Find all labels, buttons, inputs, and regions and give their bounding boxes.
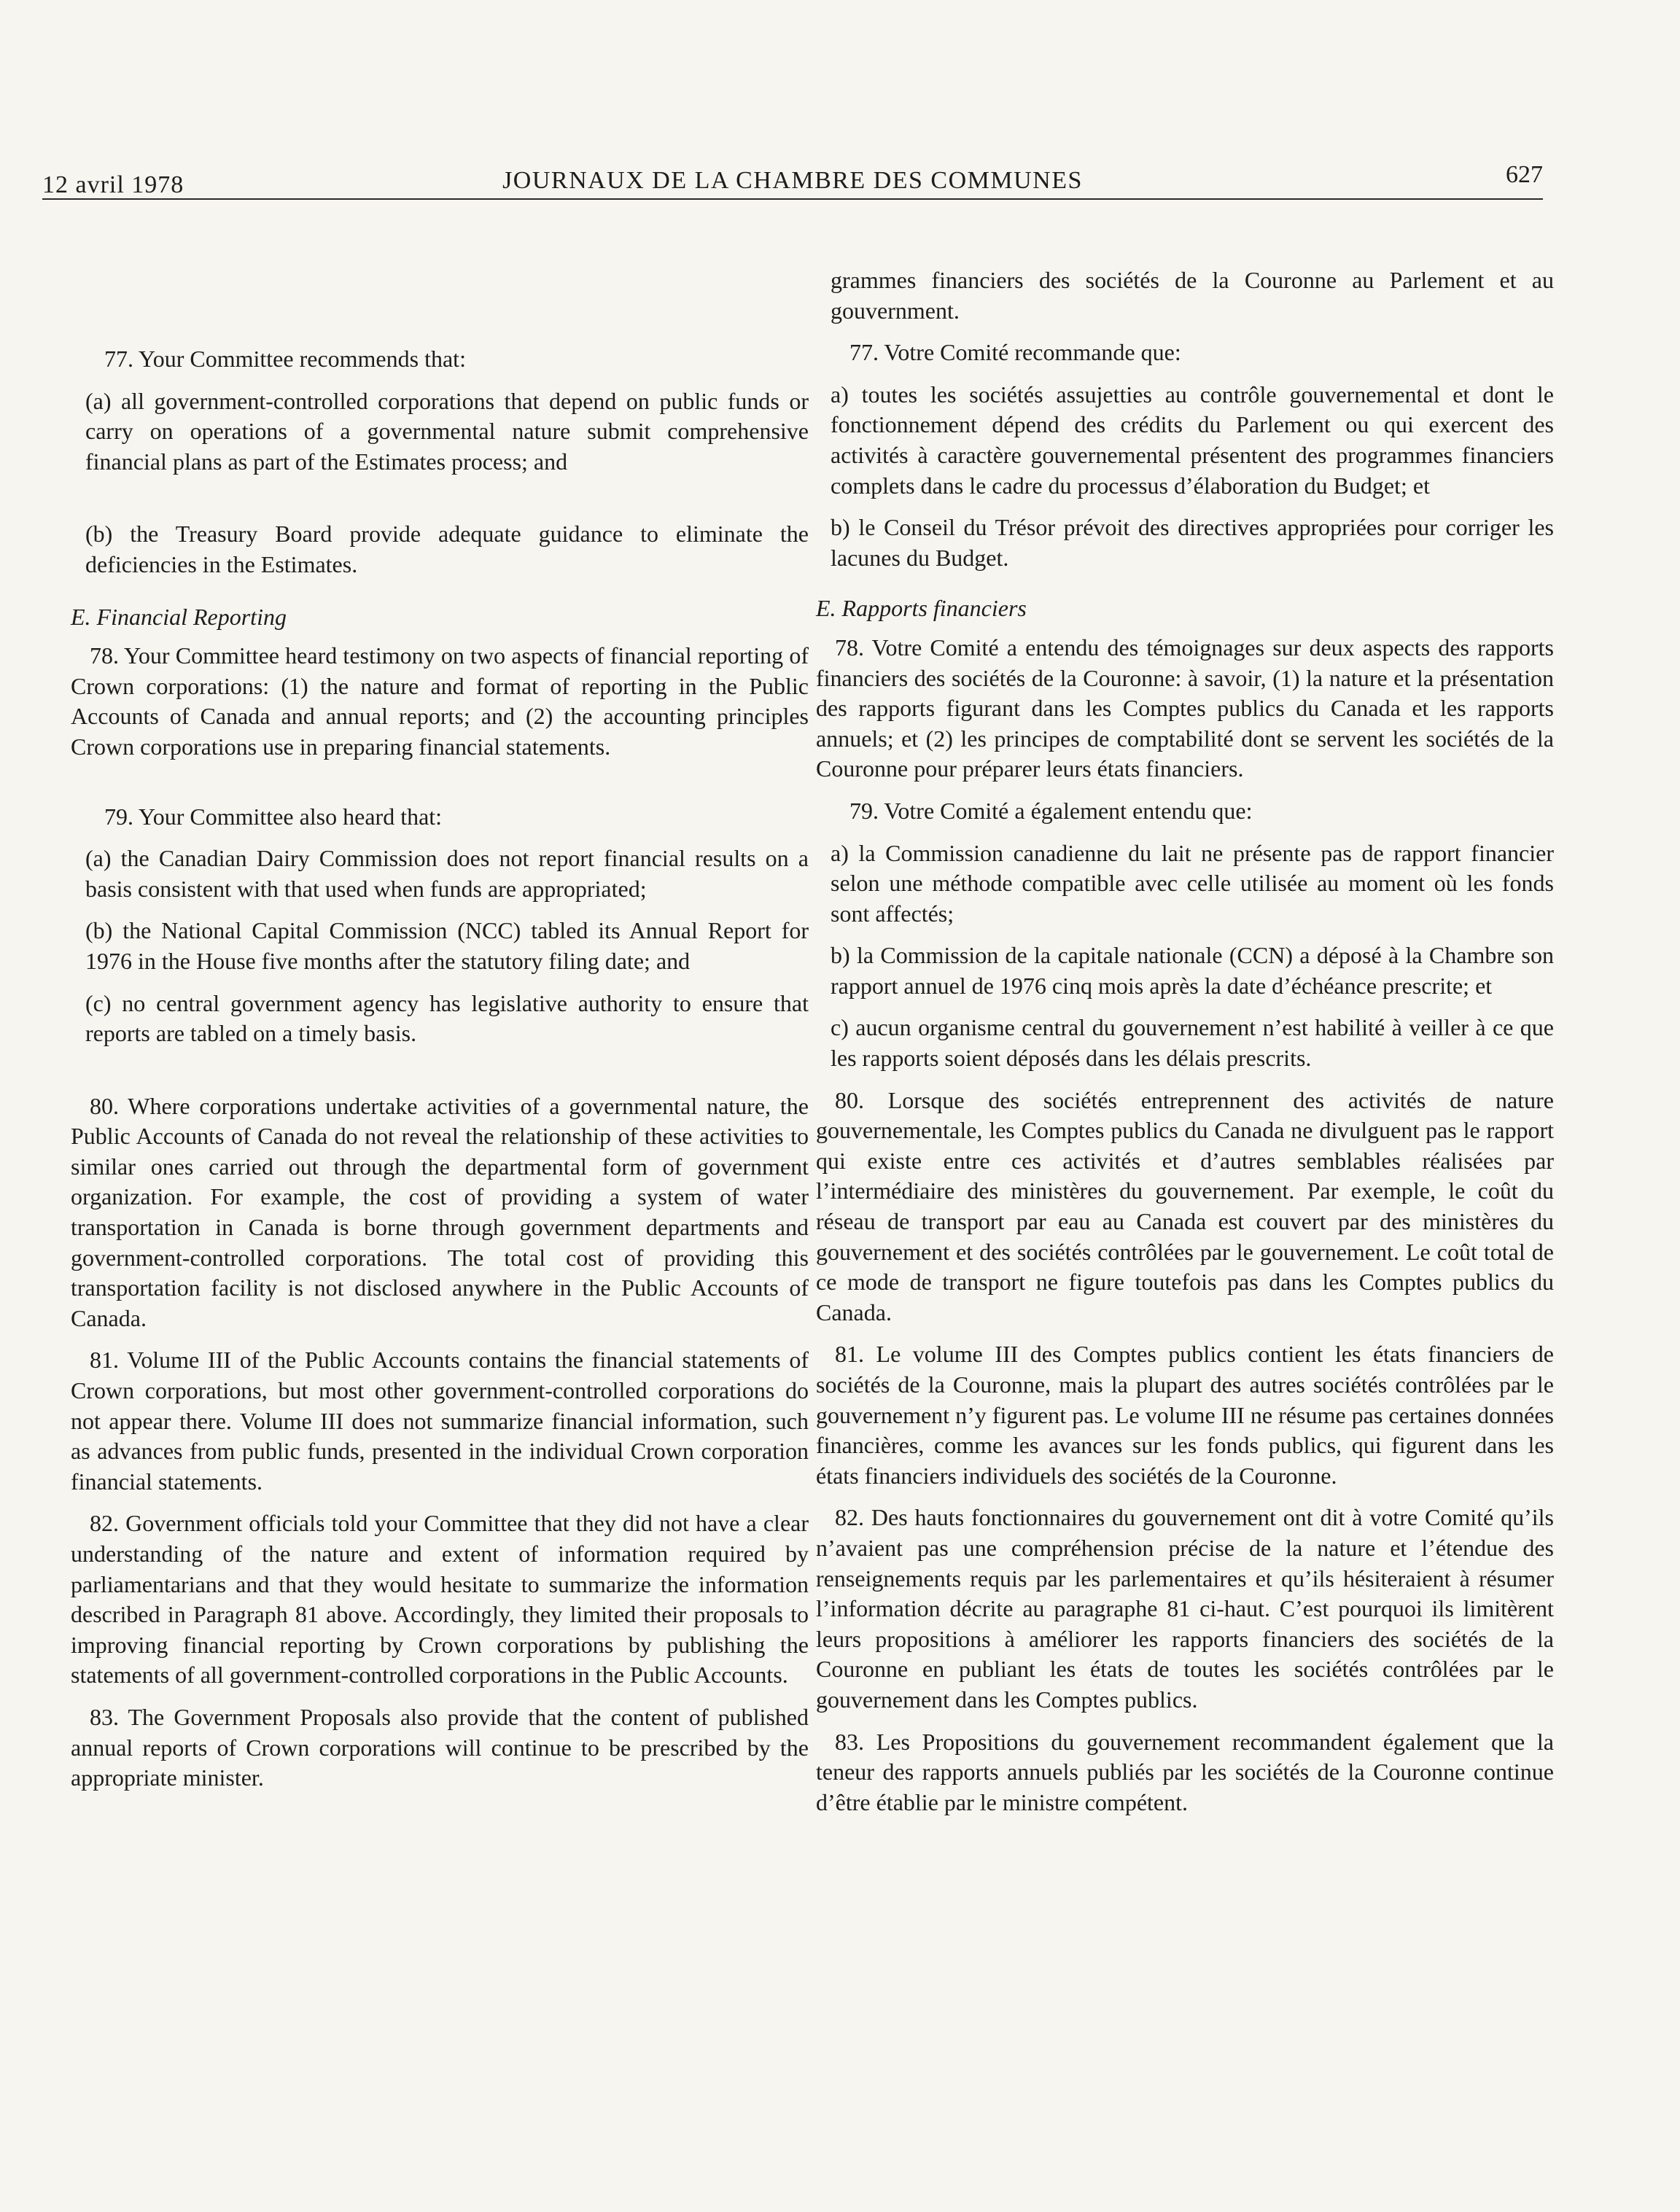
en-para-79: 79. Your Committee also heard that: [104,803,443,830]
fr-para-79a: a) la Commission canadienne du lait ne présente pas de rapport financier selon une méthode compatible avec celle utilisée au moment où les fonds sont affectés; [831,839,1554,927]
en-section-heading-text: E. Financial Reporting [71,603,287,630]
en-para-77b: (b) the Treasury Board provide adequate guidance to eliminate the deficiencies in the Estimates. [85,521,809,577]
header-title: JOURNAUX DE LA CHAMBRE DES COMMUNES [502,167,1083,194]
fr-section-heading [816,593,1554,624]
fr-para-81: 81. Le volume III des Comptes publics contient les états financiers de sociétés de la Couronne, mais la plupart des autres sociétés contrôlées par le gouvernement n’y figurent pas. Le volume III ne résume pas certaines données financières, comme les avances sur les fonds publics, qui figurent dans les états financiers individuels des sociétés de la Couronne. [816,1341,1554,1489]
en-para-79a: (a) the Canadian Dairy Commission does not report financial results on a basis consistent with that used when funds are appropriated; [85,845,809,902]
en-para-77: 77. Your Committee recommends that: [104,346,466,372]
en-para-79b: (b) the National Capital Commission (NCC) tabled its Annual Report for 1976 in the House five months after the statutory filing date; and [85,917,809,974]
fr-para-79c: c) aucun organisme central du gouvernement n’est habilité à veiller à ce que les rapports soient déposés dans les délais prescrits. [831,1014,1554,1072]
en-para-81: 81. Volume III of the Public Accounts contains the financial statements of Crown corporations, but most other government-controlled corporations do not appear there. Volume III does not summarize financial information, such as advances from public funds, presented in the individual Crown corporation financial statements. [71,1347,809,1495]
page-header [42,162,1543,200]
french-column [816,265,1554,1829]
fr-para-77b: b) le Conseil du Trésor prévoit des directives appropriées pour corriger les lacunes du Budget. [831,514,1554,571]
fr-section-heading-text: E. Rapports financiers [816,595,1027,622]
fr-para-continued: grammes financiers des sociétés de la Couronne au Parlement et au gouvernment. [831,267,1554,324]
en-para-79c: (c) no central government agency has legislative authority to ensure that reports are tabled on a timely basis. [85,989,809,1047]
fr-para-79: 79. Votre Comité a également entendu que: [849,797,1253,824]
en-para-83: 83. The Government Proposals also provide that the content of published annual reports of Crown corporations will continue to be prescribed by the appropriate minister. [71,1703,809,1791]
english-column [71,344,809,1805]
en-para-78: 78. Your Committee heard testimony on two aspects of financial reporting of Crown corporations: (1) the nature and format of reporting in the Public Accounts of Canada and annual reports; and (2) the accounting principles Crown corporations use in preparing financial statements. [71,642,809,760]
fr-para-79b: b) la Commission de la capitale nationale (CCN) a déposé à la Chambre son rapport annuel de 1976 cinq mois après la date d’échéance prescrite; et [831,942,1554,999]
en-para-77a: (a) all government-controlled corporations that depend on public funds or carry on operations of a governmental nature submit comprehensive financial plans as part of the Estimates process; and [85,387,809,475]
fr-para-82: 82. Des hauts fonctionnaires du gouvernement ont dit à votre Comité qu’ils n’avaient pas une compréhension précise de la nature et l’étendue des renseignements requis par les parlementaires et qu’ils hésiteraient à résumer l’information décrite au paragraphe 81 ci-haut. C’est pourquoi ils limitèrent leurs propositions à améliorer les rapports financiers des sociétés de la Couronne en publiant les états de toutes les sociétés contrôlées par le gouvernement dans les Comptes publics. [816,1504,1554,1713]
fr-para-78: 78. Votre Comité a entendu des témoignages sur deux aspects des rapports financiers des sociétés de la Couronne: à savoir, (1) la nature et la présentation des rapports figurant dans les Comptes publics du Canada et les rapports annuels; et (2) les principes de comptabilité dont se servent les sociétés de la Couronne pour préparer leurs états financiers. [816,634,1554,782]
en-para-80: 80. Where corporations undertake activities of a governmental nature, the Public Accounts of Canada do not reveal the relationship of these activities to similar ones carried out through the departmental form of government organization. For example, the cost of providing a system of water transportation in Canada is borne through government departments and government-controlled corporations. The total cost of providing this transportation facility is not disclosed anywhere in the Public Accounts of Canada. [71,1092,809,1331]
en-para-82: 82. Government officials told your Committee that they did not have a clear understanding of the nature and extent of information required by parliamentarians and that they would hesitate to summarize the information described in Paragraph 81 above. Accordingly, they limited their proposals to improving financial reporting by Crown corporations by publishing the statements of all government-controlled corporations in the Public Accounts. [71,1510,809,1689]
header-date: 12 avril 1978 [42,171,184,198]
en-section-heading [71,602,809,633]
page-number: 627 [1506,161,1543,188]
fr-para-77a: a) toutes les sociétés assujetties au contrôle gouvernemental et dont le fonctionnement dépend des crédits du Parlement ou qui exercent des activités à caractère gouvernemental présentent des programmes financiers complets dans le cadre du processus d’élaboration du Budget; et [831,381,1554,499]
fr-para-83: 83. Les Propositions du gouvernement recommandent également que la teneur des rapports annuels publiés par les sociétés de la Couronne continue d’être établie par le ministre compétent. [816,1728,1554,1815]
fr-para-80: 80. Lorsque des sociétés entreprennent des activités de nature gouvernementale, les Comptes publics du Canada ne divulguent pas le rapport qui existe entre ces activités et d’autres semblables réalisées par l’intermédiaire des ministères du gouvernement. Par exemple, le coût du réseau de transport par eau au Canada est couvert par des ministères du gouvernement et des sociétés contrôlées par le gouvernement. Le coût total de ce mode de transport ne figure toutefois pas dans les Comptes publics du Canada. [816,1086,1554,1325]
fr-para-77: 77. Votre Comité recommande que: [849,339,1181,366]
